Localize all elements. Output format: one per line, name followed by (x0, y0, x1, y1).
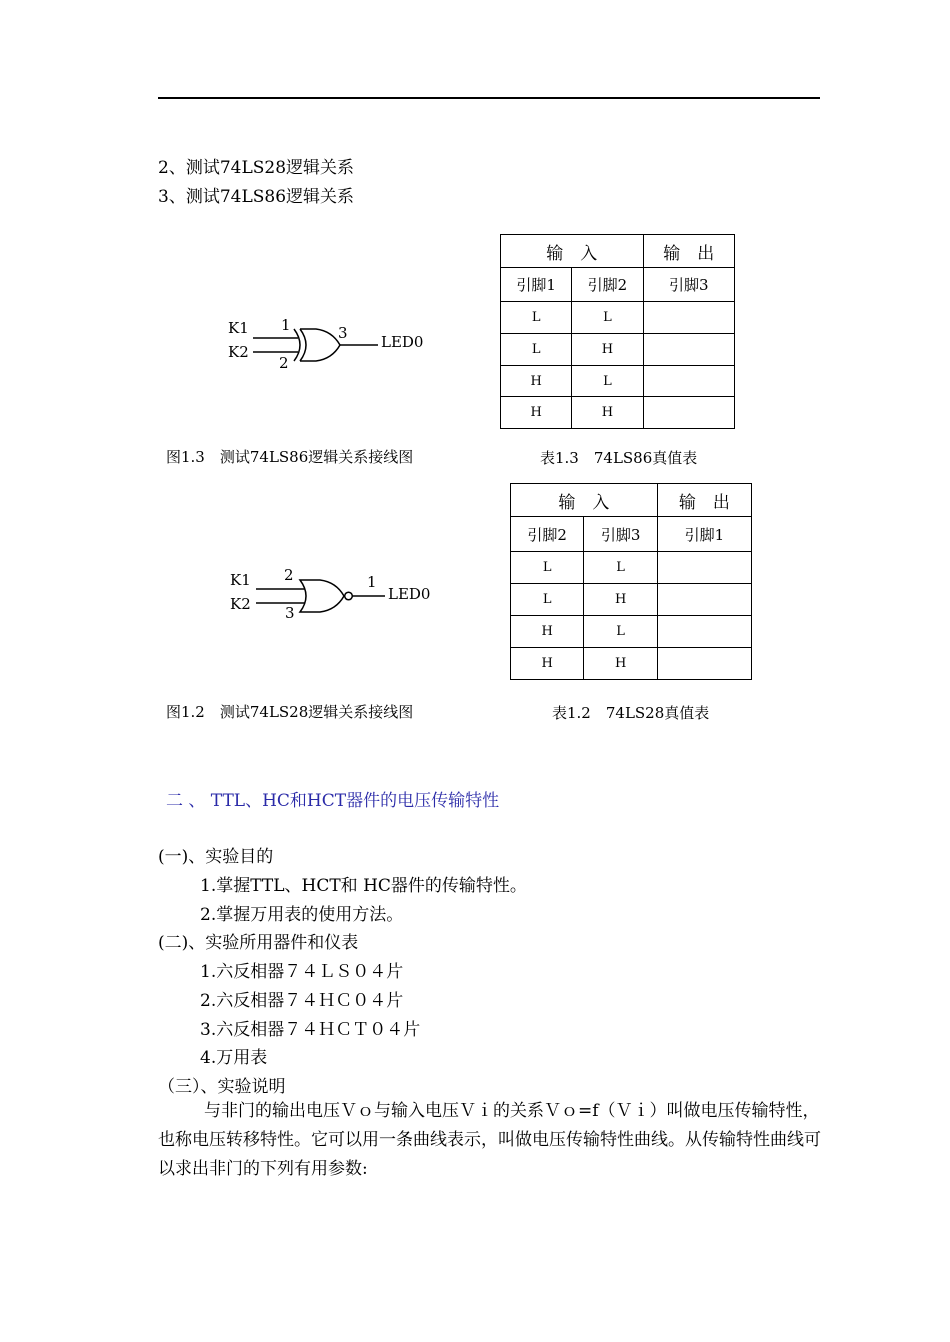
objective-item: 1.掌握TTL、HCT和 HC器件的传输特性。 (200, 876, 527, 896)
k1-label: K1 (230, 571, 251, 589)
led-label: LED0 (381, 333, 424, 351)
figure-1-3-caption: 图1.3 测试74LS86逻辑关系接线图 (166, 448, 414, 466)
pin-header: 引脚2 (572, 268, 643, 302)
subsection-description: （三）、实验说明 (158, 1077, 286, 1097)
table-cell (643, 302, 734, 334)
table-cell (657, 552, 751, 584)
table-cell: H (511, 616, 584, 648)
pin-header: 引脚3 (643, 268, 734, 302)
nor-gate-diagram (230, 567, 460, 627)
k1-label: K1 (228, 319, 249, 337)
input-header: 输 入 (511, 484, 658, 517)
equipment-item: 2.六反相器７４ＨＣ０４片 (200, 991, 404, 1011)
section-heading: 二 、 TTL、HC和HCT器件的电压传输特性 (166, 791, 500, 811)
pin2-label: 2 (279, 354, 289, 372)
table-1-3-caption: 表1.3 74LS86真值表 (540, 449, 698, 467)
table-cell: L (511, 584, 584, 616)
truth-table-74ls86 (500, 234, 735, 429)
pin-header: 引脚1 (657, 517, 751, 552)
item-74ls86: 3、测试74LS86逻辑关系 (158, 187, 355, 207)
equipment-item: 4.万用表 (200, 1048, 268, 1068)
table-cell: L (511, 552, 584, 584)
table-cell (643, 397, 734, 429)
pin-header: 引脚2 (511, 517, 584, 552)
table-cell: H (572, 397, 643, 429)
pin3-label: 3 (285, 604, 295, 622)
table-cell (657, 616, 751, 648)
pin-header: 引脚3 (584, 517, 657, 552)
equipment-item: 3.六反相器７４ＨＣＴ０４片 (200, 1020, 421, 1040)
figure-1-2-caption: 图1.2 测试74LS28逻辑关系接线图 (166, 703, 414, 721)
xor-gate-diagram (228, 316, 458, 376)
pin1-label: 1 (367, 573, 377, 591)
subsection-objectives: (一)、实验目的 (158, 847, 274, 867)
table-cell: H (511, 648, 584, 680)
table-1-2-caption: 表1.2 74LS28真值表 (552, 704, 710, 722)
table-cell: H (584, 648, 657, 680)
objective-item: 2.掌握万用表的使用方法。 (200, 905, 404, 925)
table-cell: L (584, 552, 657, 584)
table-cell: H (584, 584, 657, 616)
pin2-label: 2 (284, 566, 294, 584)
input-header: 输 入 (501, 235, 644, 268)
item-74ls28: 2、测试74LS28逻辑关系 (158, 158, 355, 178)
table-cell: L (501, 302, 572, 334)
pin-header: 引脚1 (501, 268, 572, 302)
description-paragraph: 与非门的输出电压Ｖｏ与输入电压Ｖｉ的关系Ｖｏ=f（Ｖｉ）叫做电压传输特性，也称电压转移特性。它可以用一条曲线表示，叫做电压传输特性曲线。从传输特性曲线可以求出非门的下列有用参数: (158, 1101, 821, 1179)
equipment-item: 1.六反相器７４ＬＳ０４片 (200, 962, 404, 982)
table-cell: L (584, 616, 657, 648)
truth-table-74ls28 (510, 483, 752, 680)
table-cell: L (572, 302, 643, 334)
output-header: 输 出 (643, 235, 734, 268)
table-cell: H (501, 397, 572, 429)
subsection-equipment: (二)、实验所用器件和仪表 (158, 933, 359, 953)
led-label: LED0 (388, 585, 431, 603)
pin3-label: 3 (338, 324, 348, 342)
k2-label: K2 (230, 595, 251, 613)
table-cell (643, 334, 734, 366)
pin1-label: 1 (281, 316, 291, 334)
table-cell: H (501, 366, 572, 397)
k2-label: K2 (228, 343, 249, 361)
table-cell: L (501, 334, 572, 366)
table-cell (657, 648, 751, 680)
table-cell: L (572, 366, 643, 397)
table-cell (657, 584, 751, 616)
table-cell: H (572, 334, 643, 366)
output-header: 输 出 (657, 484, 751, 517)
table-cell (643, 366, 734, 397)
header-rule (158, 97, 820, 99)
